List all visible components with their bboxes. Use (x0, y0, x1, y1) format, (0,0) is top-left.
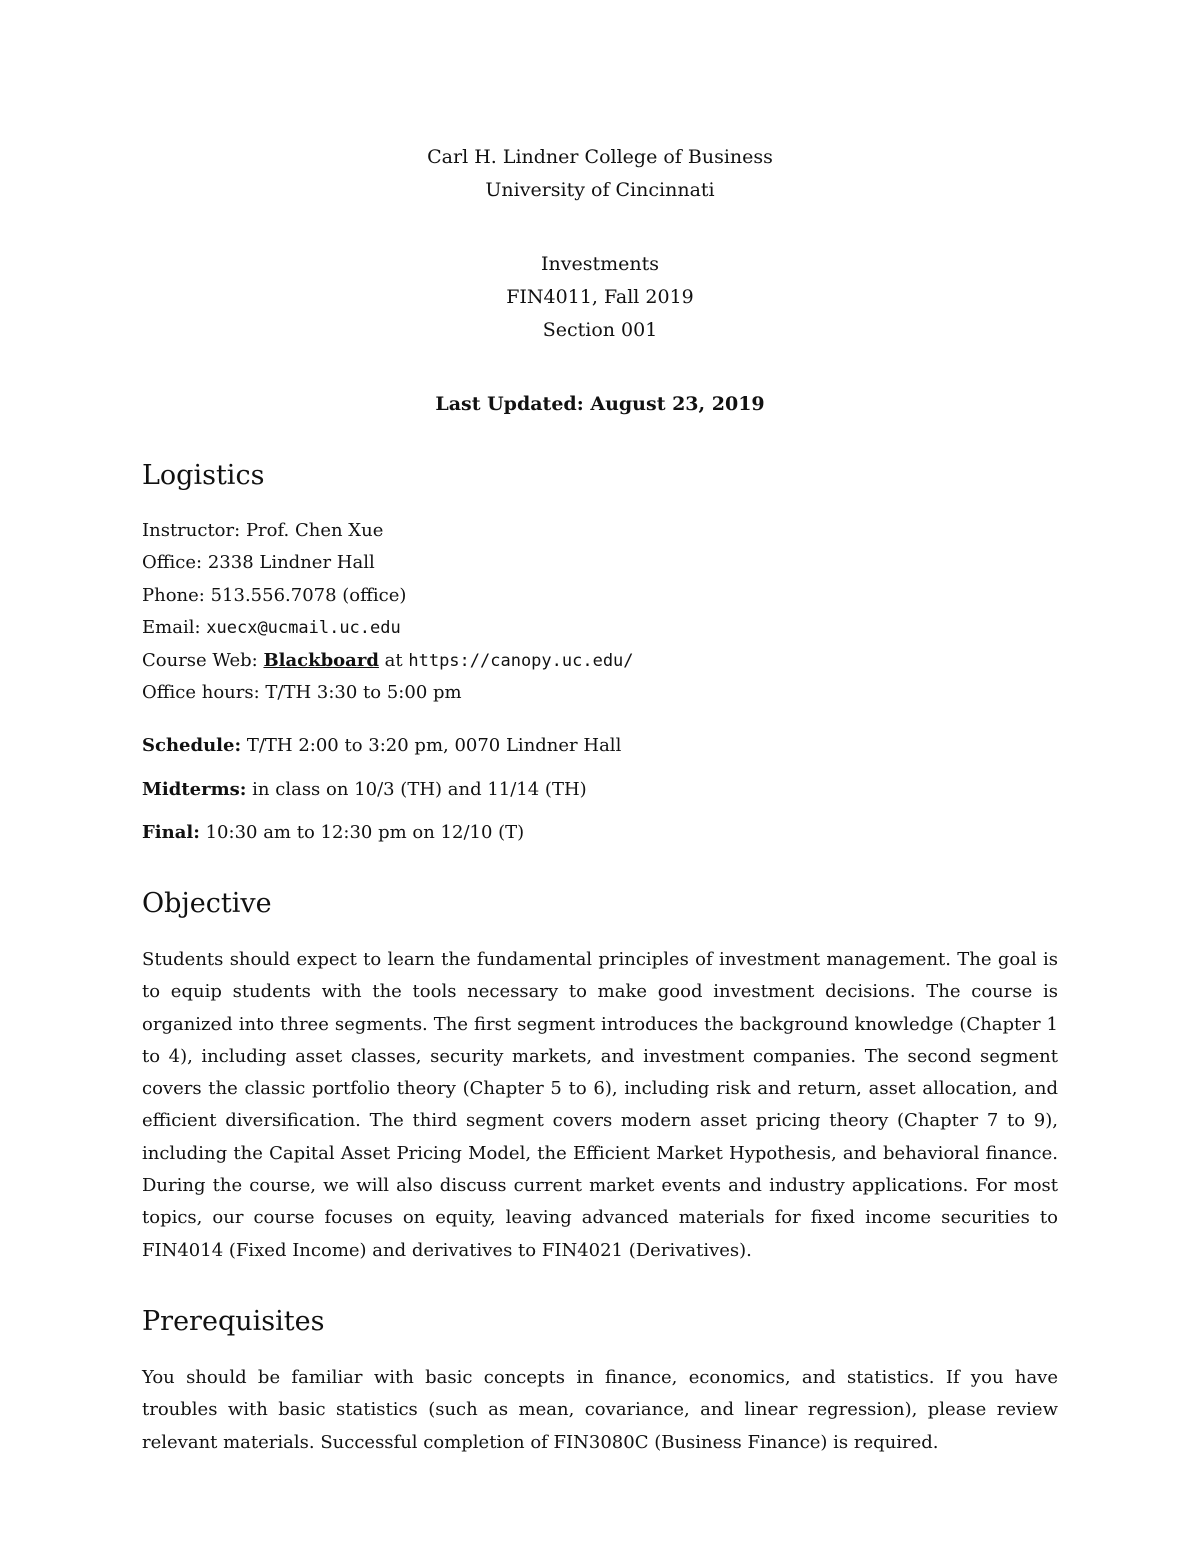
instructor-line (142, 519, 383, 543)
final-label: Final: (142, 822, 200, 843)
schedule-label: Schedule: (142, 735, 242, 756)
midterms-label: Midterms: (142, 779, 247, 800)
email-label: Email: (142, 617, 201, 638)
midterms-line (142, 778, 587, 802)
instructor-label: Instructor: (142, 520, 241, 541)
last-updated-date: August 23, 2019 (590, 393, 765, 415)
office-line (142, 551, 375, 575)
schedule-value: T/TH 2:00 to 3:20 pm, 0070 Lindner Hall (246, 735, 622, 756)
midterms-value: in class on 10/3 (TH) and 11/14 (TH) (252, 779, 587, 800)
office-label: Office: (142, 552, 203, 573)
office-hours-label: Office hours: (142, 682, 260, 703)
objective-paragraph: Students should expect to learn the fundamental principles of investment management. The goal is to equip students with the tools necessary to make good investment decisions. The course is organized into three segments. The first segment introduces the background knowledge (Chapter 1 to 4), including asset classes, security markets, and investment companies. The second segment covers the classic portfolio theory (Chapter 5 to 6), including risk and return, asset allocation, and efficient diversification. The third segment covers modern asset pricing theory (Chapter 7 to 9), including the Capital Asset Pricing Model, the Efficient Market Hypothesis, and behavioral finance. During the course, we will also discuss current market events and industry applications. For most topics, our course focuses on equity, leaving advanced materials for fixed income securities to FIN4014 (Fixed Income) and derivatives to FIN4021 (Derivatives). (142, 949, 1058, 1261)
university-name: University of Cincinnati (485, 179, 715, 201)
blackboard-link[interactable]: Blackboard (263, 650, 379, 671)
logistics-heading: Logistics (142, 460, 265, 491)
phone-line (142, 584, 406, 608)
course-web-at: at (384, 650, 403, 671)
prerequisites-paragraph: You should be familiar with basic concepts in finance, economics, and statistics. If you have troubles with basic statistics (such as mean, covariance, and linear regression), please review relevant materials. Successful completion of FIN3080C (Business Finance) is required. (142, 1367, 1058, 1453)
course-title: Investments (541, 253, 659, 275)
office-hours-value: T/TH 3:30 to 5:00 pm (265, 682, 462, 703)
instructor-value: Prof. Chen Xue (245, 520, 384, 541)
course-web-line (142, 649, 634, 673)
last-updated (0, 392, 1200, 416)
last-updated-label: Last Updated: (435, 393, 584, 415)
phone-value: 513.556.7078 (office) (210, 585, 407, 606)
schedule-line (142, 734, 621, 758)
final-line (142, 821, 524, 845)
prerequisites-heading: Prerequisites (142, 1306, 325, 1337)
course-web-label: Course Web: (142, 650, 258, 671)
course-code-term: FIN4011, Fall 2019 (506, 286, 694, 308)
phone-label: Phone: (142, 585, 205, 606)
objective-heading: Objective (142, 888, 272, 919)
office-value: 2338 Lindner Hall (207, 552, 375, 573)
course-web-url-link[interactable]: https://canopy.uc.edu/ (408, 651, 634, 671)
college-name: Carl H. Lindner College of Business (427, 146, 773, 168)
office-hours-line (142, 681, 462, 705)
final-value: 10:30 am to 12:30 pm on 12/10 (T) (205, 822, 525, 843)
course-section: Section 001 (542, 319, 658, 341)
email-link[interactable]: xuecx@ucmail.uc.edu (206, 618, 401, 638)
email-line (142, 616, 401, 640)
